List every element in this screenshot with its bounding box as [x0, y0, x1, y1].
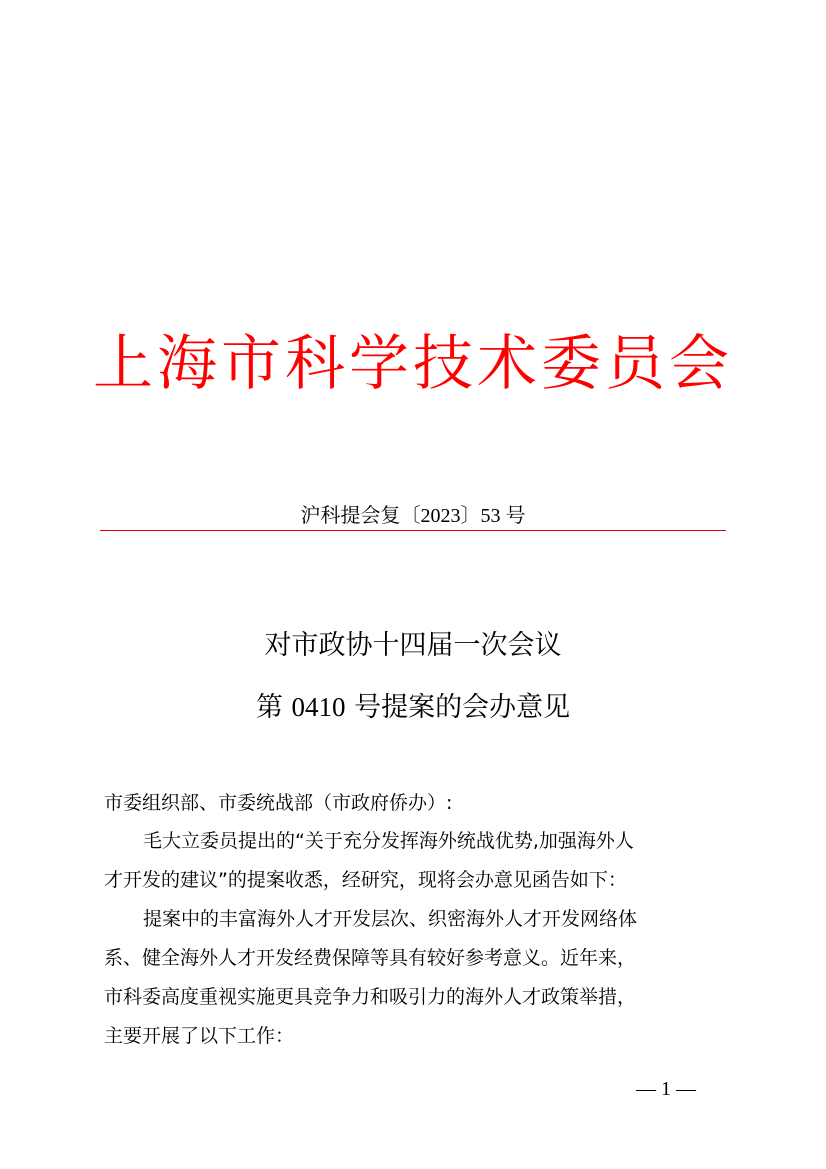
- body-line: 系、健全海外人才开发经费保障等具有较好参考意义。近年来，: [104, 947, 637, 969]
- body-line: 主要开展了以下工作：: [104, 1025, 295, 1047]
- agency-title: 上海市科学技术委员会: [93, 329, 733, 399]
- salutation: 市委组织部、市委统战部（市政府侨办）:: [104, 792, 453, 814]
- document-title-line-2: [0, 689, 826, 726]
- document-title-line-1: 对市政协十四届一次会议: [264, 630, 562, 661]
- body-line: 市科委高度重视实施更具竞争力和吸引力的海外人才政策举措，: [104, 986, 637, 1008]
- red-divider-line: [100, 530, 726, 531]
- document-title-suffix: 号提案的会办意见: [345, 692, 571, 723]
- body-line: 提案中的丰富海外人才开发层次、织密海外人才开发网络体: [143, 908, 638, 930]
- document-title-prefix: 第: [255, 692, 292, 723]
- document-number: 沪科提会复〔2023〕53 号: [300, 505, 526, 527]
- body-line: 毛大立委员提出的“关于充分发挥海外统战优势,加强海外人: [143, 830, 634, 852]
- page-number: — 1 —: [636, 1078, 696, 1100]
- proposal-number: 0410: [291, 692, 346, 722]
- body-line: 才开发的建议”的提案收悉，经研究，现将会办意见函告如下：: [104, 869, 627, 891]
